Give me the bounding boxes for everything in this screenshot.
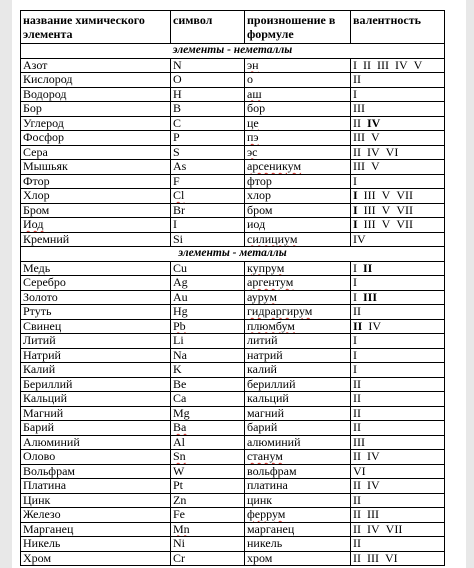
- table-row: [21, 232, 445, 247]
- table-row: [21, 377, 445, 392]
- element-name-cell: Медь: [21, 261, 171, 276]
- symbol-cell: Pt: [171, 479, 245, 494]
- element-name-cell: Кальций: [21, 392, 171, 407]
- element-name-cell: Хром: [21, 551, 171, 566]
- table-row: [21, 421, 445, 436]
- pronunciation-cell: бром: [245, 203, 351, 218]
- symbol-cell: Pb: [171, 319, 245, 334]
- pronunciation-cell: марганец: [245, 522, 351, 537]
- page-margin-right: [466, 0, 474, 568]
- symbol-cell: Hg: [171, 305, 245, 320]
- table-row: [21, 218, 445, 233]
- valence-cell: II: [351, 392, 445, 407]
- element-name-cell: Барий: [21, 421, 171, 436]
- symbol-cell: B: [171, 102, 245, 117]
- pronunciation-cell: аргентум: [245, 276, 351, 291]
- table-row: [21, 363, 445, 378]
- symbol-cell: I: [171, 218, 245, 233]
- valence-cell: II: [351, 493, 445, 508]
- element-name-cell: Мышьяк: [21, 160, 171, 175]
- table-body: [21, 44, 445, 566]
- pronunciation-cell: хром: [245, 551, 351, 566]
- symbol-cell: Na: [171, 348, 245, 363]
- table-row: [21, 537, 445, 552]
- table-row: [21, 319, 445, 334]
- symbol-cell: S: [171, 145, 245, 160]
- valence-cell: II IV: [351, 116, 445, 131]
- element-name-cell: Свинец: [21, 319, 171, 334]
- table-row: [21, 102, 445, 117]
- pronunciation-cell: вольфрам: [245, 464, 351, 479]
- table-row: [21, 305, 445, 320]
- symbol-cell: Al: [171, 435, 245, 450]
- table-row: [21, 160, 445, 175]
- symbol-cell: F: [171, 174, 245, 189]
- element-name-cell: Олово: [21, 450, 171, 465]
- valence-cell: I: [351, 276, 445, 291]
- valence-cell: I: [351, 334, 445, 349]
- valence-cell: II: [351, 537, 445, 552]
- symbol-cell: Zn: [171, 493, 245, 508]
- element-name-cell: Алюминий: [21, 435, 171, 450]
- pronunciation-cell: це: [245, 116, 351, 131]
- valence-cell: II IV: [351, 479, 445, 494]
- symbol-cell: Ca: [171, 392, 245, 407]
- pronunciation-cell: эс: [245, 145, 351, 160]
- valence-cell: II III: [351, 508, 445, 523]
- table-row: [21, 116, 445, 131]
- symbol-cell: Br: [171, 203, 245, 218]
- pronunciation-cell: бор: [245, 102, 351, 117]
- symbol-cell: Mg: [171, 406, 245, 421]
- symbol-cell: N: [171, 58, 245, 73]
- element-name-cell: Хлор: [21, 189, 171, 204]
- pronunciation-cell: эн: [245, 58, 351, 73]
- symbol-cell: Ni: [171, 537, 245, 552]
- table-row: [21, 479, 445, 494]
- element-name-cell: Бор: [21, 102, 171, 117]
- element-name-cell: Никель: [21, 537, 171, 552]
- valence-cell: II III VI: [351, 551, 445, 566]
- section-title: элементы - металлы: [21, 247, 445, 262]
- symbol-cell: Cr: [171, 551, 245, 566]
- pronunciation-cell: литий: [245, 334, 351, 349]
- valence-cell: II IV VI: [351, 145, 445, 160]
- table-row: [21, 261, 445, 276]
- pronunciation-cell: арсеникум: [245, 160, 351, 175]
- pronunciation-cell: плюмбум: [245, 319, 351, 334]
- element-name-cell: Вольфрам: [21, 464, 171, 479]
- element-name-cell: Бром: [21, 203, 171, 218]
- element-name-cell: Цинк: [21, 493, 171, 508]
- valence-cell: II: [351, 406, 445, 421]
- header-symbol: символ: [171, 11, 245, 44]
- valence-cell: I II III IV V: [351, 58, 445, 73]
- table-row: [21, 131, 445, 146]
- symbol-cell: K: [171, 363, 245, 378]
- pronunciation-cell: аш: [245, 87, 351, 102]
- element-name-cell: Натрий: [21, 348, 171, 363]
- symbol-cell: Fe: [171, 508, 245, 523]
- valence-cell: II IV: [351, 450, 445, 465]
- table-row: [21, 145, 445, 160]
- pronunciation-cell: пэ: [245, 131, 351, 146]
- element-name-cell: Ртуть: [21, 305, 171, 320]
- table-row: [21, 87, 445, 102]
- table-row: [21, 73, 445, 88]
- table-row: [21, 464, 445, 479]
- symbol-cell: Ag: [171, 276, 245, 291]
- pronunciation-cell: аурум: [245, 290, 351, 305]
- element-name-cell: Бериллий: [21, 377, 171, 392]
- element-name-cell: Водород: [21, 87, 171, 102]
- section-row: [21, 44, 445, 59]
- pronunciation-cell: иод: [245, 218, 351, 233]
- table-row: [21, 348, 445, 363]
- element-name-cell: Кислород: [21, 73, 171, 88]
- element-name-cell: Золото: [21, 290, 171, 305]
- valence-cell: I III V VII: [351, 203, 445, 218]
- symbol-cell: Mn: [171, 522, 245, 537]
- element-name-cell: Железо: [21, 508, 171, 523]
- table-row: [21, 406, 445, 421]
- table-row: [21, 174, 445, 189]
- header-valence: валентность: [351, 11, 445, 44]
- valence-cell: I: [351, 174, 445, 189]
- valence-cell: I: [351, 363, 445, 378]
- valence-cell: III: [351, 435, 445, 450]
- section-row: [21, 247, 445, 262]
- table-row: [21, 334, 445, 349]
- element-name-cell: Фтор: [21, 174, 171, 189]
- valence-cell: I III: [351, 290, 445, 305]
- table-row: [21, 58, 445, 73]
- pronunciation-cell: хлор: [245, 189, 351, 204]
- table-row: [21, 189, 445, 204]
- table-row: [21, 290, 445, 305]
- pronunciation-cell: фтор: [245, 174, 351, 189]
- valence-cell: I: [351, 87, 445, 102]
- pronunciation-cell: о: [245, 73, 351, 88]
- element-name-cell: Платина: [21, 479, 171, 494]
- valence-cell: II: [351, 305, 445, 320]
- element-name-cell: Фосфор: [21, 131, 171, 146]
- valence-cell: II IV VII: [351, 522, 445, 537]
- symbol-cell: Be: [171, 377, 245, 392]
- valence-cell: II IV: [351, 319, 445, 334]
- header-row: [21, 11, 445, 44]
- element-name-cell: Литий: [21, 334, 171, 349]
- table-row: [21, 276, 445, 291]
- valence-cell: II: [351, 73, 445, 88]
- pronunciation-cell: феррум: [245, 508, 351, 523]
- table-row: [21, 493, 445, 508]
- pronunciation-cell: алюминий: [245, 435, 351, 450]
- elements-table: [20, 10, 445, 566]
- pronunciation-cell: магний: [245, 406, 351, 421]
- pronunciation-cell: бериллий: [245, 377, 351, 392]
- valence-cell: I II: [351, 261, 445, 276]
- table-row: [21, 435, 445, 450]
- element-name-cell: Азот: [21, 58, 171, 73]
- symbol-cell: Cu: [171, 261, 245, 276]
- pronunciation-cell: натрий: [245, 348, 351, 363]
- pronunciation-cell: калий: [245, 363, 351, 378]
- pronunciation-cell: платина: [245, 479, 351, 494]
- valence-cell: III: [351, 102, 445, 117]
- table-row: [21, 392, 445, 407]
- element-name-cell: Сера: [21, 145, 171, 160]
- valence-cell: II: [351, 421, 445, 436]
- header-pronunciation: произношение в формуле: [245, 11, 351, 44]
- pronunciation-cell: гидраргирум: [245, 305, 351, 320]
- element-name-cell: Марганец: [21, 522, 171, 537]
- page-margin-left: [0, 0, 12, 568]
- symbol-cell: W: [171, 464, 245, 479]
- table-row: [21, 203, 445, 218]
- valence-cell: IV: [351, 232, 445, 247]
- symbol-cell: Sn: [171, 450, 245, 465]
- valence-cell: VI: [351, 464, 445, 479]
- symbol-cell: Ba: [171, 421, 245, 436]
- table-row: [21, 522, 445, 537]
- pronunciation-cell: станум: [245, 450, 351, 465]
- table-row: [21, 450, 445, 465]
- pronunciation-cell: цинк: [245, 493, 351, 508]
- symbol-cell: As: [171, 160, 245, 175]
- element-name-cell: Магний: [21, 406, 171, 421]
- element-name-cell: Серебро: [21, 276, 171, 291]
- valence-cell: III V: [351, 160, 445, 175]
- symbol-cell: Au: [171, 290, 245, 305]
- pronunciation-cell: силициум: [245, 232, 351, 247]
- element-name-cell: Кремний: [21, 232, 171, 247]
- valence-cell: II: [351, 377, 445, 392]
- section-title: элементы - неметаллы: [21, 44, 445, 59]
- pronunciation-cell: никель: [245, 537, 351, 552]
- valence-cell: I III V VII: [351, 218, 445, 233]
- valence-cell: III V: [351, 131, 445, 146]
- valence-cell: I III V VII: [351, 189, 445, 204]
- symbol-cell: H: [171, 87, 245, 102]
- pronunciation-cell: купрум: [245, 261, 351, 276]
- table-row: [21, 508, 445, 523]
- symbol-cell: C: [171, 116, 245, 131]
- header-name: название химического элемента: [21, 11, 171, 44]
- pronunciation-cell: барий: [245, 421, 351, 436]
- element-name-cell: Иод: [21, 218, 171, 233]
- table-row: [21, 551, 445, 566]
- element-name-cell: Калий: [21, 363, 171, 378]
- element-name-cell: Углерод: [21, 116, 171, 131]
- pronunciation-cell: кальций: [245, 392, 351, 407]
- symbol-cell: P: [171, 131, 245, 146]
- symbol-cell: O: [171, 73, 245, 88]
- symbol-cell: Cl: [171, 189, 245, 204]
- symbol-cell: Li: [171, 334, 245, 349]
- valence-cell: I: [351, 348, 445, 363]
- symbol-cell: Si: [171, 232, 245, 247]
